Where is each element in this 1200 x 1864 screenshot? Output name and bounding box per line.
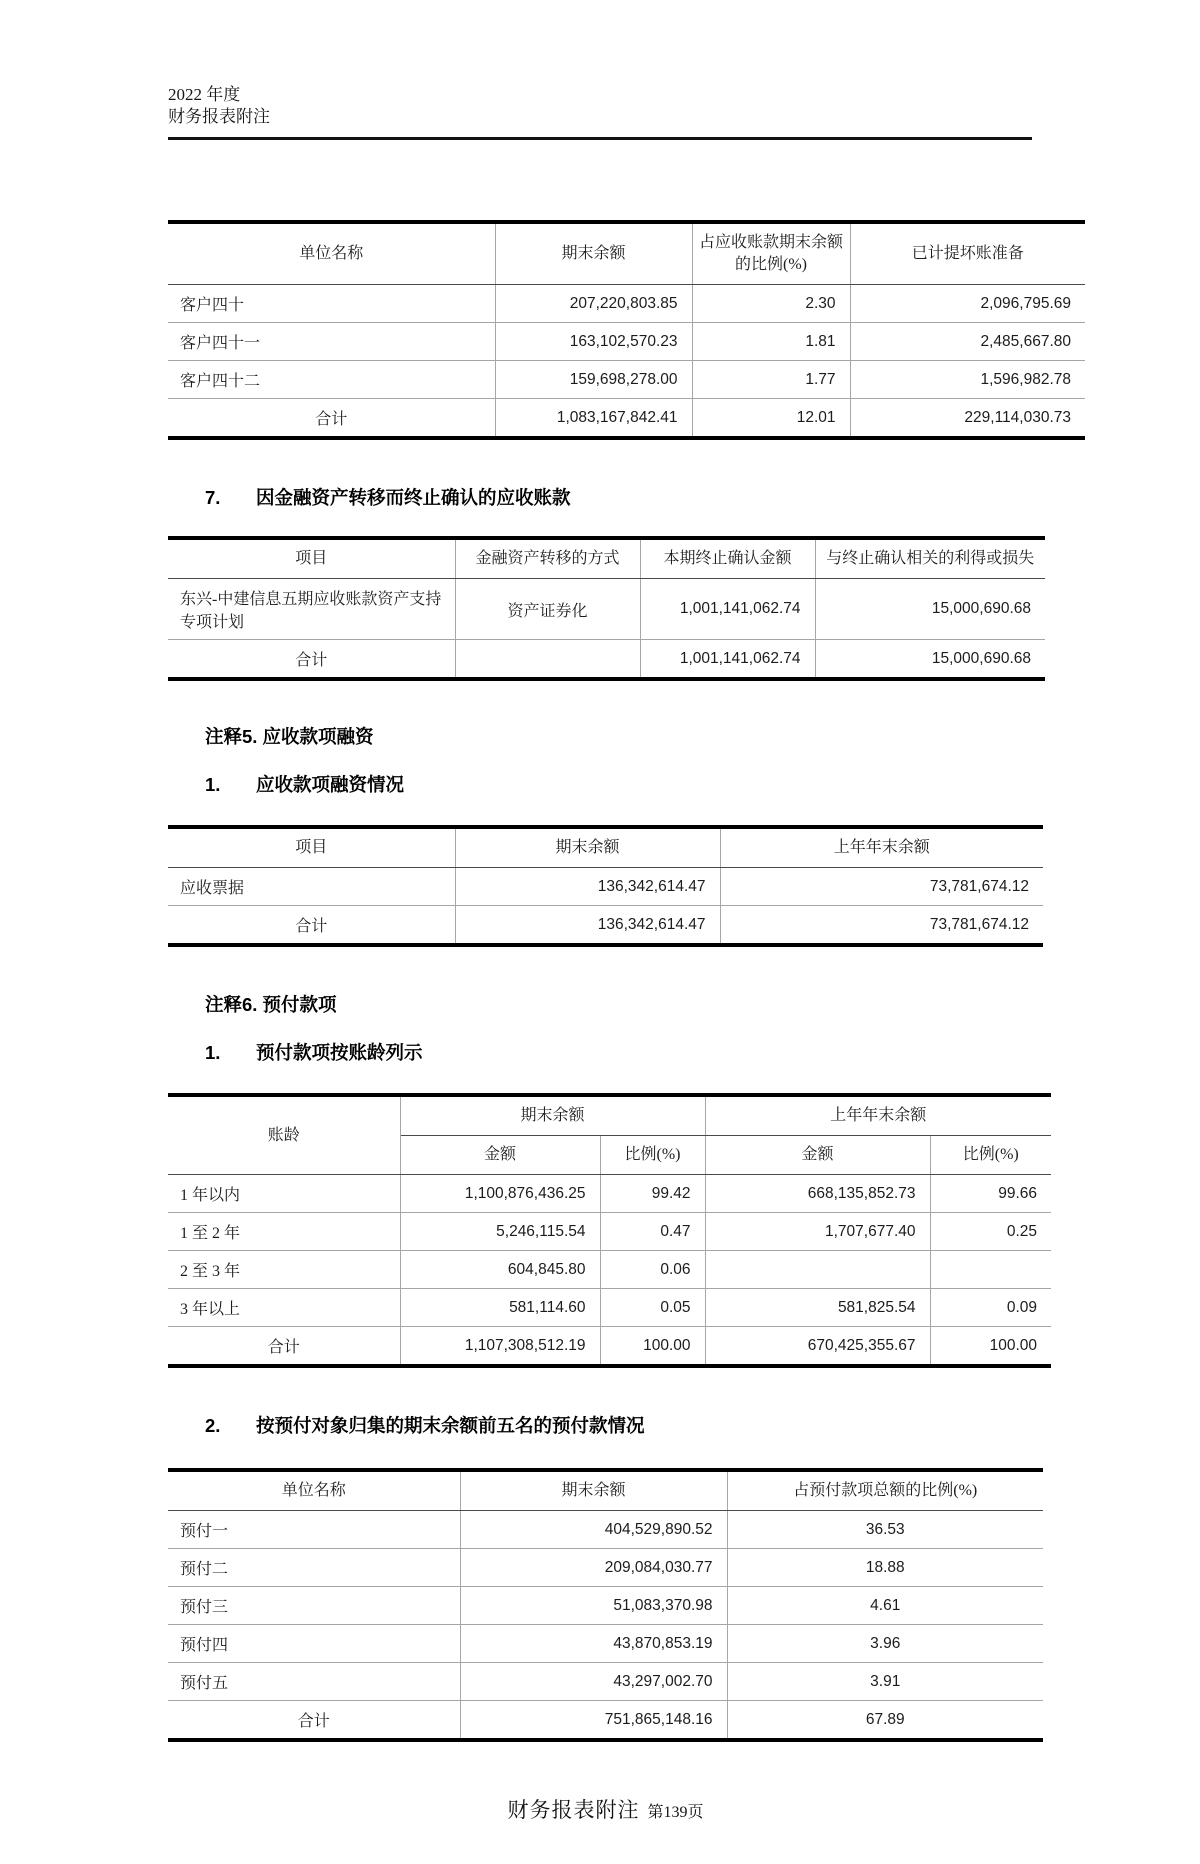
header-divider	[168, 137, 1032, 140]
section-number: 1.	[205, 1042, 221, 1063]
table-cell: 581,825.54	[705, 1289, 930, 1327]
table-row	[168, 1549, 1043, 1587]
column-header: 账龄	[168, 1095, 400, 1175]
table-cell: 预付三	[168, 1587, 460, 1625]
table-cell: 159,698,278.00	[495, 361, 692, 399]
table-cell: 预付二	[168, 1549, 460, 1587]
footer-title: 财务报表附注	[507, 1798, 640, 1822]
table-cell: 670,425,355.67	[705, 1327, 930, 1367]
table-row	[168, 1213, 1051, 1251]
column-header: 比例(%)	[600, 1136, 705, 1175]
table-cell: 99.42	[600, 1175, 705, 1213]
table-cell: 73,781,674.12	[720, 906, 1043, 946]
table-header-row	[168, 538, 1045, 579]
table-cell: 应收票据	[168, 868, 455, 906]
table-cell: 1,001,141,062.74	[640, 579, 815, 640]
table-cell	[930, 1251, 1051, 1289]
document-header	[168, 84, 1085, 128]
table-cell: 43,297,002.70	[460, 1663, 727, 1701]
table-cell: 0.05	[600, 1289, 705, 1327]
table-cell: 合计	[168, 906, 455, 946]
table-cell: 4.61	[727, 1587, 1043, 1625]
table-cell: 67.89	[727, 1701, 1043, 1741]
prepayments-top5-table	[168, 1468, 1043, 1742]
table-cell: 1 年以内	[168, 1175, 400, 1213]
note6-sub2-heading	[168, 1412, 1085, 1438]
table-cell: 100.00	[600, 1327, 705, 1367]
table-cell: 99.66	[930, 1175, 1051, 1213]
table-cell: 2 至 3 年	[168, 1251, 400, 1289]
table-total-row	[168, 906, 1043, 946]
table-row	[168, 361, 1085, 399]
receivables-top-customers-table	[168, 220, 1085, 440]
note5-heading	[168, 723, 1085, 749]
table-receivables-top-customers-wrap	[168, 220, 1085, 440]
table-cell: 1,107,308,512.19	[400, 1327, 600, 1367]
table-row	[168, 1175, 1051, 1213]
table-cell: 43,870,853.19	[460, 1625, 727, 1663]
table-cell: 1 至 2 年	[168, 1213, 400, 1251]
table-row	[168, 579, 1045, 640]
column-header: 期末余额	[400, 1095, 705, 1136]
table-cell: 73,781,674.12	[720, 868, 1043, 906]
note6-sub1-heading	[168, 1039, 1085, 1065]
table-cell: 3.96	[727, 1625, 1043, 1663]
table-prepayments-top5-wrap	[168, 1468, 1085, 1742]
table-prepayments-by-age-wrap	[168, 1093, 1085, 1368]
table-cell: 229,114,030.73	[850, 399, 1085, 439]
table-cell: 1,596,982.78	[850, 361, 1085, 399]
table-row	[168, 1663, 1043, 1701]
table-cell: 12.01	[692, 399, 850, 439]
table-total-row	[168, 640, 1045, 680]
table-row	[168, 1511, 1043, 1549]
table-total-row	[168, 399, 1085, 439]
table-cell: 客户四十二	[168, 361, 495, 399]
section-title: 应收款项融资	[262, 726, 374, 747]
table-cell: 1,707,677.40	[705, 1213, 930, 1251]
table-header-row	[168, 827, 1043, 868]
table-cell: 3.91	[727, 1663, 1043, 1701]
section-number: 注释5.	[205, 726, 258, 747]
receivables-financing-table	[168, 825, 1043, 947]
table-cell: 1.77	[692, 361, 850, 399]
derecognized-receivables-table	[168, 536, 1045, 681]
table-cell: 预付四	[168, 1625, 460, 1663]
table-row	[168, 1625, 1043, 1663]
section-number: 1.	[205, 774, 221, 795]
table-cell: 36.53	[727, 1511, 1043, 1549]
column-header: 已计提坏账准备	[850, 222, 1085, 285]
table-cell: 136,342,614.47	[455, 906, 720, 946]
table-cell: 18.88	[727, 1549, 1043, 1587]
table-cell: 1.81	[692, 323, 850, 361]
table-row	[168, 1587, 1043, 1625]
section-title: 按预付对象归集的期末余额前五名的预付款情况	[256, 1415, 645, 1436]
page-footer	[168, 1794, 1043, 1824]
table-row	[168, 1251, 1051, 1289]
column-header: 比例(%)	[930, 1136, 1051, 1175]
section-number: 注释6.	[205, 994, 258, 1015]
table-total-row	[168, 1327, 1051, 1367]
table-cell: 合计	[168, 1327, 400, 1367]
table-cell: 合计	[168, 399, 495, 439]
footer-page-number: 第139页	[647, 1804, 704, 1821]
table-cell: 15,000,690.68	[815, 579, 1045, 640]
table-cell: 404,529,890.52	[460, 1511, 727, 1549]
table-cell: 资产证券化	[455, 579, 640, 640]
table-cell: 东兴-中建信息五期应收账款资产支持专项计划	[168, 579, 455, 640]
table-cell: 100.00	[930, 1327, 1051, 1367]
table-cell: 预付一	[168, 1511, 460, 1549]
note6-heading	[168, 991, 1085, 1017]
table-cell: 668,135,852.73	[705, 1175, 930, 1213]
section-title: 预付款项按账龄列示	[256, 1042, 423, 1063]
column-header: 期末余额	[460, 1470, 727, 1511]
table-derecognized-receivables-wrap	[168, 536, 1085, 681]
table-row	[168, 285, 1085, 323]
header-year: 2022 年度	[168, 85, 241, 104]
section-7-heading	[168, 484, 1085, 510]
table-cell	[455, 640, 640, 680]
section-title: 应收款项融资情况	[256, 774, 405, 795]
table-header-row	[168, 1095, 1051, 1136]
table-cell: 1,100,876,436.25	[400, 1175, 600, 1213]
table-cell: 163,102,570.23	[495, 323, 692, 361]
table-cell: 1,001,141,062.74	[640, 640, 815, 680]
column-header: 项目	[168, 538, 455, 579]
table-header-row	[168, 222, 1085, 285]
table-cell: 207,220,803.85	[495, 285, 692, 323]
column-header: 本期终止确认金额	[640, 538, 815, 579]
column-header: 项目	[168, 827, 455, 868]
column-header: 单位名称	[168, 1470, 460, 1511]
column-header: 金额	[400, 1136, 600, 1175]
table-row	[168, 1289, 1051, 1327]
table-cell: 136,342,614.47	[455, 868, 720, 906]
column-header: 期末余额	[455, 827, 720, 868]
table-cell: 15,000,690.68	[815, 640, 1045, 680]
table-cell: 0.25	[930, 1213, 1051, 1251]
section-title: 因金融资产转移而终止确认的应收账款	[256, 487, 571, 508]
table-cell: 5,246,115.54	[400, 1213, 600, 1251]
table-cell: 581,114.60	[400, 1289, 600, 1327]
table-cell: 2,485,667.80	[850, 323, 1085, 361]
table-cell: 客户四十一	[168, 323, 495, 361]
table-cell: 2,096,795.69	[850, 285, 1085, 323]
table-cell	[705, 1251, 930, 1289]
table-header-row	[168, 1470, 1043, 1511]
column-header: 占应收账款期末余额的比例(%)	[692, 222, 850, 285]
column-header: 金额	[705, 1136, 930, 1175]
column-header: 单位名称	[168, 222, 495, 285]
table-row	[168, 323, 1085, 361]
prepayments-by-age-table	[168, 1093, 1051, 1368]
column-header: 上年年末余额	[720, 827, 1043, 868]
table-cell: 3 年以上	[168, 1289, 400, 1327]
table-cell: 1,083,167,842.41	[495, 399, 692, 439]
table-cell: 51,083,370.98	[460, 1587, 727, 1625]
table-cell: 604,845.80	[400, 1251, 600, 1289]
table-receivables-financing-wrap	[168, 825, 1085, 947]
table-cell: 客户四十	[168, 285, 495, 323]
column-header: 金融资产转移的方式	[455, 538, 640, 579]
table-cell: 0.06	[600, 1251, 705, 1289]
table-cell: 合计	[168, 1701, 460, 1741]
table-row	[168, 868, 1043, 906]
note5-sub1-heading	[168, 771, 1085, 797]
table-cell: 预付五	[168, 1663, 460, 1701]
table-cell: 209,084,030.77	[460, 1549, 727, 1587]
section-title: 预付款项	[262, 994, 337, 1015]
table-cell: 0.09	[930, 1289, 1051, 1327]
section-number: 7.	[205, 487, 221, 508]
table-total-row	[168, 1701, 1043, 1741]
column-header: 期末余额	[495, 222, 692, 285]
section-number: 2.	[205, 1415, 221, 1436]
column-header: 与终止确认相关的利得或损失	[815, 538, 1045, 579]
column-header: 上年年末余额	[705, 1095, 1051, 1136]
column-header: 占预付款项总额的比例(%)	[727, 1470, 1043, 1511]
table-cell: 751,865,148.16	[460, 1701, 727, 1741]
table-cell: 2.30	[692, 285, 850, 323]
header-title: 财务报表附注	[168, 107, 270, 126]
table-cell: 合计	[168, 640, 455, 680]
table-cell: 0.47	[600, 1213, 705, 1251]
